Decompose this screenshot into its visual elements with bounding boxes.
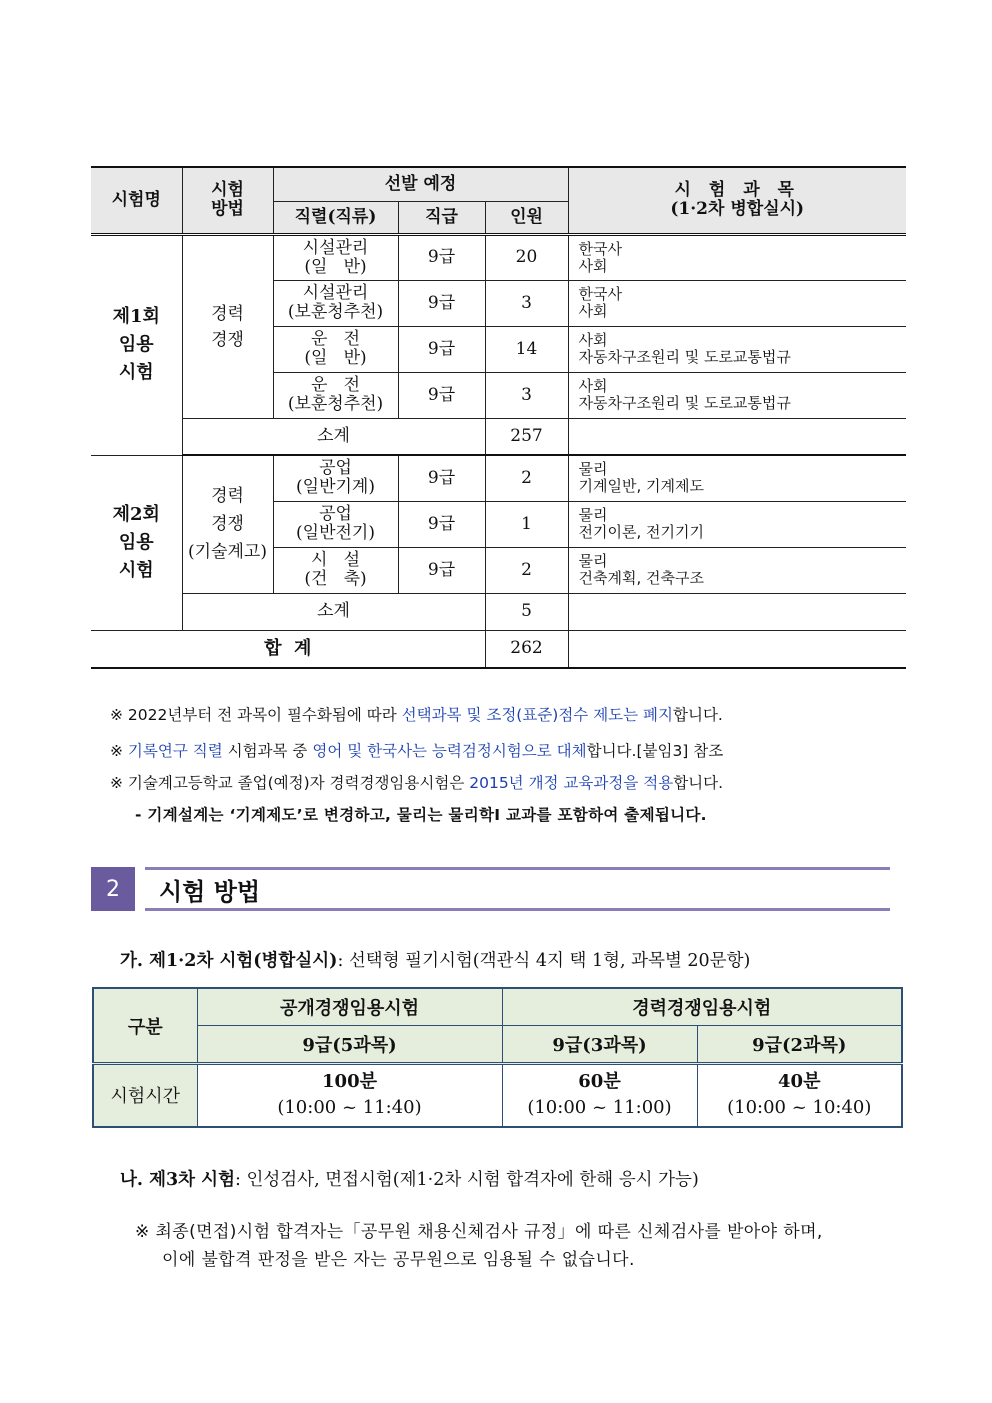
header-category: 구분 (93, 988, 197, 1064)
table-row (93, 1064, 902, 1127)
job-line2: (일 반) (304, 256, 367, 277)
job-line1: 공업 (319, 504, 352, 524)
table-row (91, 455, 906, 501)
count-cell: 2 (485, 455, 568, 501)
header-subjects (568, 167, 906, 234)
subjects-cell (568, 455, 906, 501)
subjects-cell (568, 547, 906, 593)
subject-line1: 한국사 (578, 285, 622, 303)
footnote-line-1: ※ 최종(면접)시험 합격자는「공무원 채용신체검사 규정」에 따른 신체검사를 받아야 하며, (135, 1222, 823, 1242)
header-subjects-line1: 시 험 과 목 (674, 180, 800, 201)
para-a-text: : 선택형 필기시험(객관식 4지 택 1형, 과목별 20문항) (337, 951, 751, 971)
para-a (120, 947, 750, 972)
header-method-line1: 시험 (211, 180, 244, 201)
job-line2: (일 반) (304, 348, 367, 368)
total-empty (568, 630, 906, 668)
subjects-cell (568, 501, 906, 547)
subtotal-empty (568, 593, 906, 630)
exam1-method (182, 234, 273, 418)
time-cell (697, 1064, 902, 1127)
exam2-method-line2: 경쟁 (211, 514, 244, 535)
job-line2: (건 축) (304, 569, 367, 589)
exam1-name-line2: 임용 (118, 334, 154, 355)
exam1-name (91, 234, 182, 455)
note-2-highlight-2: 영어 및 한국사는 능력검정시험으로 대체 (312, 742, 587, 760)
exam2-method (182, 455, 273, 593)
subject-line1: 사회 (578, 377, 608, 395)
job-line2: (보훈청추천) (287, 302, 384, 322)
header-career: 경력경쟁임용시험 (502, 988, 902, 1026)
note-2-mark: ※ (110, 742, 128, 760)
exam2-name-line2: 임용 (118, 531, 154, 553)
count-cell: 14 (485, 326, 568, 372)
total-value: 262 (485, 630, 568, 668)
note-1-end: 합니다. (673, 706, 723, 724)
total-row (91, 630, 906, 668)
note-3-text: ※ 기술계고등학교 졸업(예정)자 경력경쟁임용시험은 (110, 774, 470, 792)
count-cell: 1 (485, 501, 568, 547)
header-career-grade-2: 9급(2과목) (697, 1026, 902, 1064)
note-4: - 기계설계는 ‘기계제도’로 변경하고, 물리는 물리학Ⅰ 교과를 포함하여 출제됩니다. (135, 806, 707, 824)
subtotal-label: 소계 (182, 593, 485, 630)
subtotal-value: 257 (485, 418, 568, 455)
time-cell (502, 1064, 697, 1127)
grade-cell: 9급 (398, 547, 485, 593)
exam2-name-line1: 제2회 (112, 503, 160, 525)
job-cell (273, 455, 398, 501)
grade-cell: 9급 (398, 501, 485, 547)
section-title: 시험 방법 (145, 867, 890, 911)
subtotal-empty (568, 418, 906, 455)
exam-time-table (92, 987, 903, 1128)
header-subjects-line2: (1·2차 병합실시) (670, 199, 805, 220)
header-selection: 선발 예정 (273, 167, 568, 201)
job-line2: (보훈청추천) (287, 394, 384, 414)
subtotal-value: 5 (485, 593, 568, 630)
subject-line2: 사회 (578, 256, 608, 275)
job-line1: 시설관리 (302, 283, 369, 303)
job-cell (273, 326, 398, 372)
selection-plan-table (91, 166, 906, 669)
time-range: (10:00 ~ 11:00) (527, 1097, 672, 1119)
note-2-highlight-1: 기록연구 직렬 (127, 742, 223, 760)
subtotal-row (91, 593, 906, 630)
count-cell: 3 (485, 280, 568, 326)
time-range: (10:00 ~ 10:40) (727, 1097, 872, 1119)
note-1-text: ※ 2022년부터 전 과목이 필수화됨에 따라 (110, 706, 402, 724)
para-b (120, 1166, 699, 1191)
subjects-cell (568, 372, 906, 418)
header-open-grade: 9급(5과목) (197, 1026, 502, 1064)
job-cell (273, 280, 398, 326)
subject-line2: 자동차구조원리 및 도로교통법규 (578, 394, 791, 412)
subject-line1: 물리 (578, 460, 608, 479)
job-cell (273, 372, 398, 418)
table-row (93, 988, 902, 1026)
subjects-cell (568, 280, 906, 326)
exam2-name (91, 455, 182, 630)
total-label: 합 계 (91, 630, 485, 668)
header-career-grade-1: 9급(3과목) (502, 1026, 697, 1064)
note-2 (110, 739, 723, 761)
job-cell (273, 547, 398, 593)
para-b-label: 나. 제3차 시험 (120, 1170, 235, 1190)
exam2-name-line3: 시험 (118, 559, 154, 581)
section-number: 2 (91, 867, 135, 911)
grade-cell: 9급 (398, 372, 485, 418)
exam2-method-line3: (기술계고) (188, 542, 267, 563)
job-line1: 시 설 (310, 550, 361, 570)
time-duration: 100분 (322, 1071, 377, 1093)
subject-line2: 사회 (578, 302, 608, 320)
note-2-end: 합니다.[붙임3] 참조 (586, 742, 724, 760)
time-cell (197, 1064, 502, 1127)
subject-line1: 물리 (578, 552, 608, 570)
subtotal-label: 소계 (182, 418, 485, 455)
subject-line2: 건축계획, 건축구조 (578, 569, 704, 587)
note-3-end: 합니다. (673, 774, 724, 792)
subject-line1: 한국사 (578, 239, 622, 258)
header-grade: 직급 (398, 201, 485, 234)
note-3-highlight: 2015년 개정 교육과정을 적용 (469, 774, 674, 792)
note-1-highlight: 선택과목 및 조정(표준)점수 제도는 폐지 (401, 706, 673, 724)
grade-cell: 9급 (398, 234, 485, 280)
subject-line2: 전기이론, 전기기기 (578, 523, 704, 541)
exam1-name-line1: 제1회 (112, 306, 160, 327)
job-line1: 운 전 (310, 375, 361, 395)
job-line1: 운 전 (310, 329, 361, 349)
subtotal-row (91, 418, 906, 455)
time-duration: 40분 (778, 1071, 821, 1093)
subjects-cell (568, 326, 906, 372)
grade-cell: 9급 (398, 455, 485, 501)
subject-line1: 물리 (578, 506, 608, 524)
footnote-line-2: 이에 불합격 판정을 받은 자는 공무원으로 임용될 수 없습니다. (162, 1250, 635, 1270)
job-line1: 공업 (319, 458, 352, 479)
table-row (91, 234, 906, 280)
subjects-cell (568, 234, 906, 280)
job-line2: (일반기계) (296, 477, 375, 498)
note-2-text: 시험과목 중 (222, 742, 313, 760)
count-cell: 3 (485, 372, 568, 418)
job-line1: 시설관리 (302, 237, 369, 258)
job-cell (273, 501, 398, 547)
subject-line2: 기계일반, 기계제도 (578, 477, 704, 496)
header-open: 공개경쟁임용시험 (197, 988, 502, 1026)
para-a-label: 가. 제1·2차 시험(병합실시) (120, 951, 338, 971)
table-row (93, 1026, 902, 1064)
count-cell: 2 (485, 547, 568, 593)
para-b-text: : 인성검사, 면접시험(제1·2차 시험 합격자에 한해 응시 가능) (234, 1170, 699, 1190)
header-method-line2: 방법 (211, 199, 244, 220)
header-exam-method (182, 167, 273, 234)
time-duration: 60분 (578, 1071, 621, 1093)
exam1-name-line3: 시험 (118, 362, 154, 383)
header-job: 직렬(직류) (273, 201, 398, 234)
time-range: (10:00 ~ 11:40) (277, 1097, 422, 1119)
subject-line2: 자동차구조원리 및 도로교통법규 (578, 348, 791, 366)
job-line2: (일반전기) (296, 523, 375, 543)
exam1-method-line1: 경력 (211, 303, 244, 324)
note-1 (110, 703, 723, 725)
exam2-method-line1: 경력 (211, 486, 244, 507)
note-3 (110, 771, 723, 793)
time-label: 시험시간 (93, 1064, 197, 1127)
count-cell: 20 (485, 234, 568, 280)
grade-cell: 9급 (398, 280, 485, 326)
job-cell (273, 234, 398, 280)
grade-cell: 9급 (398, 326, 485, 372)
subject-line1: 사회 (578, 331, 608, 349)
header-exam-name: 시험명 (91, 167, 182, 234)
exam1-method-line2: 경쟁 (211, 329, 244, 350)
header-count: 인원 (485, 201, 568, 234)
